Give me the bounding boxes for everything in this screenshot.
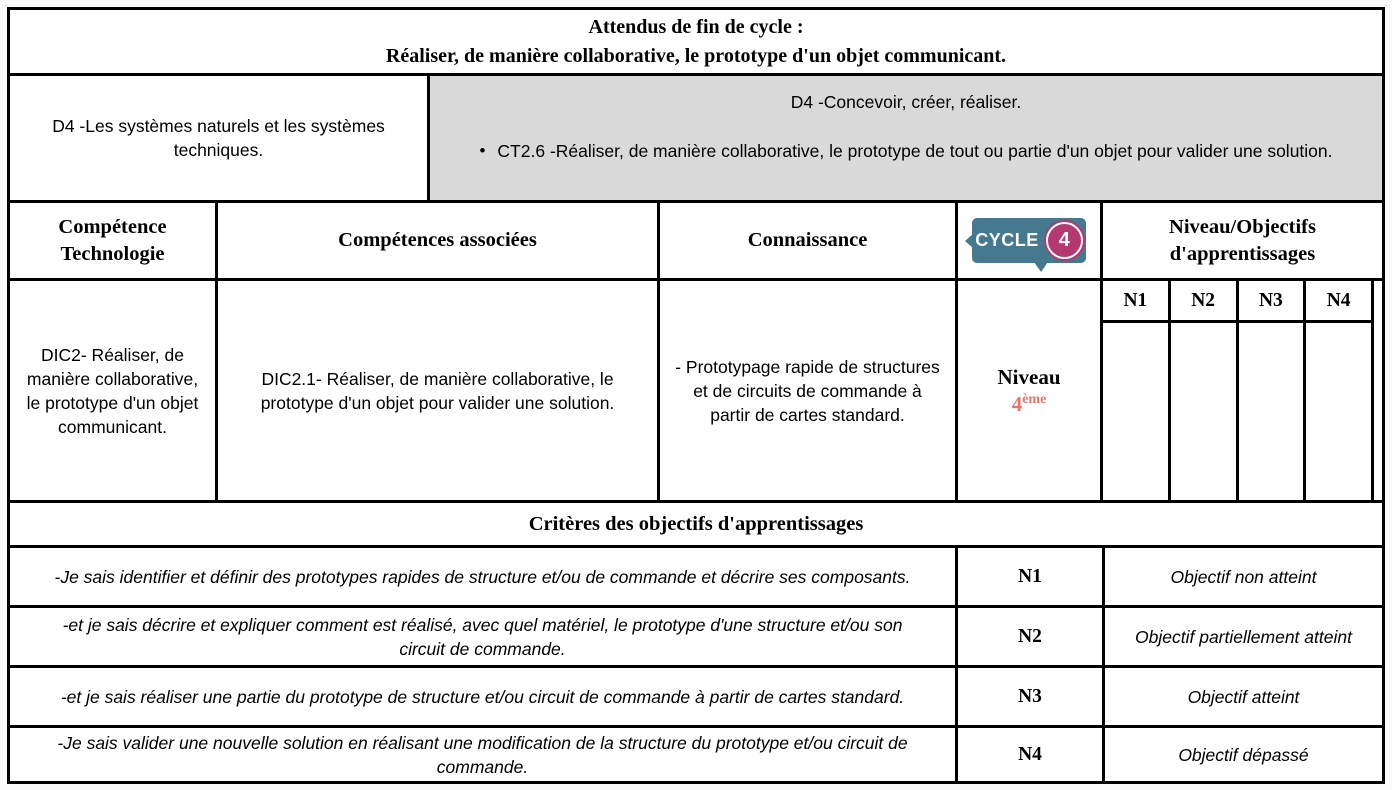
level-empty-cell-n1 [1103, 323, 1168, 500]
cycle4-logo-cell [958, 203, 1103, 278]
col-header-connaissance: Connaissance [660, 203, 958, 278]
domains-row [10, 76, 1382, 203]
niveau-cell [958, 281, 1103, 500]
cycle4-badge [972, 218, 1086, 263]
col-header-competence: Compétence Technologie [10, 203, 218, 278]
level-empty-cell-n4 [1306, 323, 1371, 500]
criteria-text-n4: -Je sais valider une nouvelle solution en réalisant une modification de la structure du prototype et/ou circuit de commande. [10, 728, 958, 781]
level-empty-cell-n2 [1171, 323, 1236, 500]
cycle4-badge-number: 4 [1046, 222, 1083, 259]
domain-cycle-cell [430, 76, 1382, 200]
domain-socle-cell: D4 -Les systèmes naturels et les systèmes techniques. [10, 76, 430, 200]
criteria-text-n1: -Je sais identifier et définir des prototypes rapides de structure et/ou de commande et décrire ses composants. [10, 548, 958, 605]
criteria-objective-n1: Objectif non atteint [1170, 566, 1317, 587]
criteria-header-row: Critères des objectifs d'apprentissages [10, 503, 1382, 548]
criteria-text-n3: -et je sais réaliser une partie du prototype de structure et/ou circuit de commande à partir de cartes standard. [10, 668, 958, 725]
criteria-row-n2 [10, 608, 1382, 668]
attendus-header-row [10, 10, 1382, 76]
competency-content-row [10, 281, 1382, 503]
competence-ct-line [479, 139, 1332, 163]
criteria-row-n1 [10, 548, 1382, 608]
criteria-level-n2: N2 [958, 608, 1105, 665]
criteria-level-n1: N1 [958, 548, 1105, 605]
attendus-title: Attendus de fin de cycle : [588, 15, 804, 38]
level-column-n1 [1103, 281, 1171, 500]
level-column-n4 [1306, 281, 1374, 500]
level-header-n1: N1 [1103, 281, 1168, 323]
level-column-n2 [1171, 281, 1239, 500]
domain-cycle-title: D4 -Concevoir, créer, réaliser. [790, 92, 1022, 112]
bullet-icon [479, 139, 485, 163]
level-header-n4: N4 [1306, 281, 1371, 323]
niveau-suffix: ème [1022, 391, 1047, 407]
col-header-competences-associees: Compétences associées [218, 203, 660, 278]
criteria-row-n4 [10, 728, 1382, 781]
cycle4-badge-tail-icon [1034, 262, 1048, 272]
levels-grid [1103, 281, 1374, 500]
level-header-n3: N3 [1239, 281, 1304, 323]
criteria-objective-n3: Objectif atteint [1187, 686, 1300, 707]
criteria-level-n4: N4 [958, 728, 1105, 781]
level-header-n2: N2 [1171, 281, 1236, 323]
niveau-number: 4 [1011, 391, 1023, 416]
col-header-niveau-objectifs: Niveau/Objectifs d'apprentissages [1169, 215, 1316, 265]
level-column-n3 [1239, 281, 1307, 500]
competence-dic2-cell: DIC2- Réaliser, de manière collaborative, le prototype d'un objet communicant. [10, 281, 218, 500]
criteria-objective-n4: Objectif dépassé [1178, 744, 1309, 765]
levels-grid-cell [1103, 281, 1382, 500]
niveau-label: Niveau [997, 364, 1061, 389]
criteria-row-n3 [10, 668, 1382, 728]
criteria-objective-n2: Objectif partiellement atteint [1135, 626, 1352, 647]
competency-grid-table [7, 7, 1385, 784]
cycle4-badge-notch-icon [965, 234, 973, 248]
competence-dic21-cell: DIC2.1- Réaliser, de manière collaborative, le prototype d'un objet pour valider une solution. [218, 281, 660, 500]
connaissance-cell: - Prototypage rapide de structures et de circuits de commande à partir de cartes standard. [660, 281, 958, 500]
column-headers-row [10, 203, 1382, 281]
level-empty-cell-n3 [1239, 323, 1304, 500]
cycle4-badge-label: CYCLE [975, 230, 1039, 250]
criteria-text-n2: -et je sais décrire et expliquer comment est réalisé, avec quel matériel, le prototype d'une structure et/ou son circuit de commande. [10, 608, 958, 665]
niveau-value [1012, 392, 1047, 417]
competence-ct-text: CT2.6 -Réaliser, de manière collaborative, le prototype de tout ou partie d'un objet pour valider une solution. [497, 141, 1333, 161]
criteria-level-n3: N3 [958, 668, 1105, 725]
attendus-subtitle: Réaliser, de manière collaborative, le prototype d'un objet communicant. [385, 44, 1007, 67]
